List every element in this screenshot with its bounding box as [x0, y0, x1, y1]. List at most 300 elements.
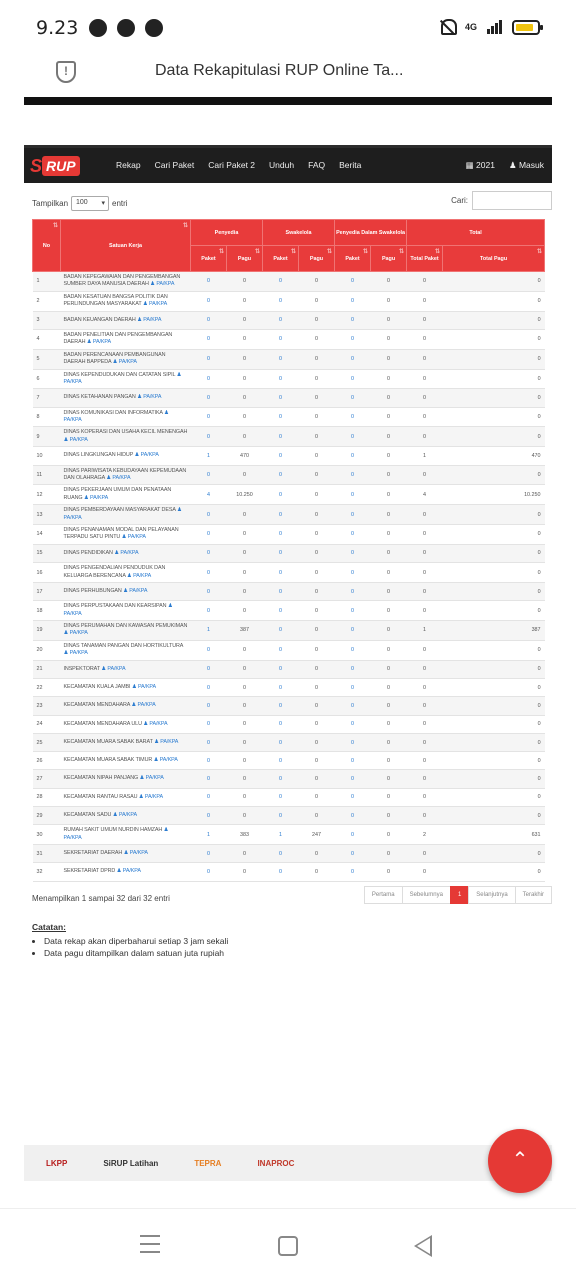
sirup-latihan-logo[interactable]: SiRUP Latihan: [103, 1158, 159, 1168]
value-cell: 0: [263, 752, 299, 770]
pager-prev[interactable]: Sebelumnya: [402, 886, 451, 904]
user-icon: ♟: [164, 409, 169, 416]
pa-kpa-label: PA/KPA: [145, 775, 164, 782]
row-number: 22: [33, 678, 61, 696]
pa-kpa-link[interactable]: [113, 812, 137, 818]
value-cell: 0: [371, 788, 407, 806]
value-cell: 0: [191, 788, 227, 806]
value-cell: 0: [191, 678, 227, 696]
value-cell: 0: [407, 369, 443, 389]
note-item: • Data pagu ditampilkan dalam satuan juta rupiah: [44, 947, 552, 959]
satuan-kerja-name: BADAN PERENCANAAN PEMBANGUNAN DAERAH BAPPEDA: [63, 351, 166, 366]
pa-kpa-link[interactable]: [154, 757, 178, 763]
row-number: 17: [33, 582, 61, 600]
pa-kpa-label: PA/KPA: [69, 436, 88, 443]
value-cell: 0: [407, 349, 443, 369]
value-cell: 0: [371, 660, 407, 678]
value-cell: 0: [263, 863, 299, 881]
value-cell: 0: [335, 660, 371, 678]
col-pds-pagu[interactable]: Pagu ⇅: [371, 246, 407, 272]
nav-faq[interactable]: FAQ: [308, 160, 326, 170]
col-penyedia-pagu[interactable]: Pagu ⇅: [227, 246, 263, 272]
satuan-kerja-cell: [61, 369, 191, 389]
satuan-kerja-cell: [61, 733, 191, 751]
value-cell: 0: [371, 349, 407, 369]
row-number: 15: [33, 544, 61, 562]
value-cell: 0: [443, 733, 545, 751]
value-cell: 0: [371, 825, 407, 845]
row-number: 1: [33, 272, 61, 292]
pa-kpa-label: PA/KPA: [92, 339, 111, 346]
satuan-kerja-cell: [61, 660, 191, 678]
value-cell: 0: [335, 825, 371, 845]
value-cell: 0: [191, 640, 227, 660]
value-cell: 0: [335, 389, 371, 407]
table-row: [33, 733, 545, 751]
value-cell: 0: [443, 752, 545, 770]
value-cell: 0: [371, 621, 407, 641]
row-number: 3: [33, 311, 61, 329]
value-cell: 247: [299, 825, 335, 845]
value-cell: 0: [227, 505, 263, 525]
satuan-kerja-cell: [61, 863, 191, 881]
table-row: [33, 311, 545, 329]
value-cell: 0: [191, 407, 227, 427]
satuan-kerja-cell: [61, 389, 191, 407]
nav-berita[interactable]: Berita: [339, 160, 362, 170]
value-cell: 0: [263, 329, 299, 349]
user-icon: ♟: [114, 549, 119, 556]
value-cell: 0: [407, 465, 443, 485]
value-cell: 0: [263, 485, 299, 505]
pa-kpa-link[interactable]: [143, 721, 167, 727]
pa-kpa-label: PA/KPA: [118, 359, 137, 366]
value-cell: 0: [227, 752, 263, 770]
value-cell: 0: [407, 389, 443, 407]
value-cell: 0: [191, 601, 227, 621]
user-icon: ♟: [176, 507, 182, 514]
value-cell: 0: [299, 272, 335, 292]
value-cell: 0: [371, 601, 407, 621]
pa-kpa-link[interactable]: [135, 452, 159, 458]
table-row: [33, 544, 545, 562]
notes-title: Catatan:: [32, 921, 67, 932]
value-cell: 387: [443, 621, 545, 641]
value-cell: 0: [371, 407, 407, 427]
page-length: [32, 196, 128, 211]
value-cell: 0: [335, 485, 371, 505]
value-cell: 0: [407, 582, 443, 600]
app-icon: [145, 19, 163, 37]
value-cell: 0: [407, 660, 443, 678]
mute-bell-icon: [439, 18, 455, 36]
satuan-kerja-name: DINAS KEPENDUDUKAN DAN CATATAN SIPIL: [63, 371, 176, 378]
pa-kpa-link[interactable]: [137, 317, 161, 323]
value-cell: 0: [191, 733, 227, 751]
satuan-kerja-name: KECAMATAN MUARA SABAK TIMUR: [63, 757, 153, 764]
user-icon: ♟: [137, 394, 142, 401]
value-cell: 0: [299, 291, 335, 311]
page-length-select[interactable]: 100 ▾: [71, 196, 109, 211]
value-cell: 0: [263, 733, 299, 751]
group-penyedia: Penyedia: [191, 220, 263, 246]
value-cell: 0: [371, 678, 407, 696]
nav-menu: [116, 160, 361, 170]
pa-kpa-label: PA/KPA: [149, 301, 168, 308]
pa-kpa-link[interactable]: [64, 437, 88, 443]
value-cell: 0: [443, 407, 545, 427]
satuan-kerja-name: DINAS PERHUBUNGAN: [63, 587, 122, 594]
value-cell: 0: [299, 329, 335, 349]
recent-apps-icon[interactable]: [140, 1235, 160, 1259]
satuan-kerja-name: KECAMATAN MENDAHARA: [63, 702, 130, 709]
value-cell: 0: [335, 697, 371, 715]
satuan-kerja-cell: [61, 601, 191, 621]
value-cell: 0: [227, 788, 263, 806]
value-cell: 0: [371, 369, 407, 389]
satuan-kerja-name: DINAS TANAMAN PANGAN DAN HORTIKULTURA: [63, 642, 184, 649]
col-pds-paket[interactable]: Paket ⇅: [335, 246, 371, 272]
value-cell: 0: [227, 272, 263, 292]
user-icon: ♟: [163, 827, 169, 834]
value-cell: 0: [371, 505, 407, 525]
row-number: 19: [33, 621, 61, 641]
pa-kpa-label: PA/KPA: [63, 610, 82, 617]
col-total-paket[interactable]: Total Paket ⇅: [407, 246, 443, 272]
user-icon: ♟: [137, 316, 142, 323]
user-icon: ♟: [63, 630, 69, 637]
pa-kpa-link[interactable]: [124, 850, 148, 856]
value-cell: 0: [335, 272, 371, 292]
satuan-kerja-cell: [61, 349, 191, 369]
value-cell: 10.250: [443, 485, 545, 505]
value-cell: 0: [335, 505, 371, 525]
value-cell: 0: [227, 563, 263, 583]
value-cell: 0: [335, 640, 371, 660]
pa-kpa-link[interactable]: [123, 588, 147, 594]
signal-icon: [487, 20, 502, 34]
pa-kpa-link[interactable]: [87, 339, 111, 345]
value-cell: 0: [299, 311, 335, 329]
value-cell: 0: [227, 601, 263, 621]
pa-kpa-link[interactable]: [132, 684, 156, 690]
table-row: [33, 601, 545, 621]
home-icon[interactable]: [278, 1236, 298, 1256]
value-cell: 0: [371, 582, 407, 600]
site-navbar: [24, 145, 552, 183]
satuan-kerja-cell: [61, 621, 191, 641]
table-row: [33, 752, 545, 770]
value-cell: 1: [407, 447, 443, 465]
value-cell: 0: [263, 505, 299, 525]
value-cell: 0: [191, 311, 227, 329]
value-cell: 0: [299, 601, 335, 621]
nav-cari-paket[interactable]: Cari Paket: [154, 160, 195, 170]
value-cell: 0: [191, 770, 227, 788]
value-cell: 1: [263, 825, 299, 845]
pa-kpa-label: PA/KPA: [143, 316, 162, 323]
pa-kpa-label: PA/KPA: [156, 281, 175, 288]
value-cell: 0: [335, 447, 371, 465]
pager-next[interactable]: Selanjutnya: [468, 886, 515, 904]
satuan-kerja-cell: [61, 582, 191, 600]
value-cell: 0: [407, 407, 443, 427]
value-cell: 0: [335, 715, 371, 733]
value-cell: 0: [227, 311, 263, 329]
satuan-kerja-name: DINAS PENANAMAN MODAL DAN PELAYANAN TERPADU SATU PINTU: [63, 527, 179, 541]
value-cell: 0: [191, 272, 227, 292]
value-cell: 0: [191, 349, 227, 369]
value-cell: 0: [335, 601, 371, 621]
inaproc-logo[interactable]: INAPROC: [257, 1158, 295, 1168]
col-total-pagu[interactable]: Total Pagu ⇅: [443, 246, 545, 272]
pa-kpa-label: PA/KPA: [63, 417, 82, 424]
value-cell: 0: [191, 465, 227, 485]
row-number: 28: [33, 788, 61, 806]
lkpp-logo[interactable]: LKPP: [46, 1158, 68, 1168]
satuan-kerja-cell: [61, 788, 191, 806]
value-cell: 0: [443, 389, 545, 407]
battery-icon: [512, 20, 540, 35]
value-cell: 0: [191, 291, 227, 311]
pa-kpa-label: PA/KPA: [127, 534, 146, 541]
value-cell: 0: [227, 770, 263, 788]
value-cell: 0: [191, 563, 227, 583]
satuan-kerja-cell: [61, 505, 191, 525]
pa-kpa-link[interactable]: [106, 475, 130, 481]
value-cell: 0: [263, 788, 299, 806]
value-cell: 1: [407, 621, 443, 641]
value-cell: 0: [299, 640, 335, 660]
satuan-kerja-cell: [61, 807, 191, 825]
row-number: 5: [33, 349, 61, 369]
value-cell: 0: [263, 601, 299, 621]
security-shield-icon[interactable]: [56, 61, 76, 83]
login-link[interactable]: [509, 160, 544, 171]
pa-kpa-label: PA/KPA: [143, 394, 162, 401]
value-cell: 0: [407, 697, 443, 715]
pa-kpa-link[interactable]: [101, 666, 125, 672]
pa-kpa-link[interactable]: [127, 573, 151, 579]
satuan-kerja-cell: [61, 825, 191, 845]
value-cell: 0: [191, 389, 227, 407]
user-icon: ♟: [167, 603, 173, 610]
pa-kpa-label: PA/KPA: [137, 702, 156, 709]
logo-rup: RUP: [42, 156, 80, 176]
value-cell: 0: [443, 272, 545, 292]
satuan-kerja-cell: [61, 770, 191, 788]
table-row: [33, 621, 545, 641]
value-cell: 1: [191, 621, 227, 641]
satuan-kerja-cell: [61, 311, 191, 329]
value-cell: 387: [227, 621, 263, 641]
value-cell: 0: [443, 427, 545, 447]
value-cell: 0: [443, 715, 545, 733]
value-cell: 0: [191, 660, 227, 678]
value-cell: 0: [263, 563, 299, 583]
row-number: 20: [33, 640, 61, 660]
pa-kpa-link[interactable]: [122, 534, 146, 540]
value-cell: 0: [443, 601, 545, 621]
value-cell: 0: [299, 544, 335, 562]
satuan-kerja-name: KECAMATAN MENDAHARA ULU: [63, 720, 142, 727]
col-swakelola-paket[interactable]: Paket ⇅: [263, 246, 299, 272]
satuan-kerja-cell: [61, 407, 191, 427]
value-cell: 0: [407, 788, 443, 806]
user-icon: ♟: [121, 534, 127, 541]
clock: 9.23: [36, 17, 79, 39]
value-cell: 0: [191, 715, 227, 733]
nav-unduh[interactable]: Unduh: [269, 160, 295, 170]
value-cell: 0: [263, 621, 299, 641]
value-cell: 0: [371, 715, 407, 733]
value-cell: 0: [227, 697, 263, 715]
satuan-kerja-cell: [61, 485, 191, 505]
pa-kpa-link[interactable]: [64, 650, 88, 656]
pa-kpa-label: PA/KPA: [129, 587, 148, 594]
top-divider: [24, 97, 552, 105]
pa-kpa-link[interactable]: [137, 394, 161, 400]
pa-kpa-label: PA/KPA: [140, 452, 159, 459]
user-icon: ♟: [63, 650, 69, 657]
value-cell: 0: [335, 621, 371, 641]
user-icon: ♟: [123, 587, 128, 594]
pa-kpa-link[interactable]: [143, 301, 167, 307]
pa-kpa-link[interactable]: [154, 739, 178, 745]
pa-kpa-link[interactable]: [64, 630, 88, 636]
value-cell: 0: [227, 465, 263, 485]
value-cell: 0: [299, 752, 335, 770]
pa-kpa-link[interactable]: [117, 868, 141, 874]
row-number: 27: [33, 770, 61, 788]
entries-label: entri: [112, 199, 128, 208]
col-swakelola-pagu[interactable]: Pagu ⇅: [299, 246, 335, 272]
value-cell: 0: [299, 697, 335, 715]
search-input[interactable]: [472, 191, 552, 210]
satuan-kerja-cell: [61, 427, 191, 447]
satuan-kerja-cell: [61, 329, 191, 349]
row-number: 7: [33, 389, 61, 407]
satuan-kerja-name: DINAS PERUMAHAN DAN KAWASAN PEMUKIMAN: [63, 623, 188, 630]
user-icon: ♟: [153, 757, 159, 764]
value-cell: 0: [299, 660, 335, 678]
table-row: [33, 582, 545, 600]
pa-kpa-link[interactable]: [139, 794, 163, 800]
pager-page-1[interactable]: 1: [450, 886, 469, 904]
pa-kpa-link[interactable]: [139, 775, 163, 781]
pa-kpa-label: PA/KPA: [159, 757, 178, 764]
value-cell: 0: [299, 733, 335, 751]
value-cell: 0: [191, 697, 227, 715]
back-icon[interactable]: [414, 1235, 432, 1257]
pager-first[interactable]: Pertama: [364, 886, 403, 904]
satuan-kerja-cell: [61, 715, 191, 733]
year-selector[interactable]: [466, 160, 495, 171]
value-cell: 0: [227, 389, 263, 407]
scroll-top-button[interactable]: [488, 1129, 552, 1193]
value-cell: 0: [263, 678, 299, 696]
value-cell: 0: [263, 807, 299, 825]
value-cell: 0: [227, 678, 263, 696]
col-no[interactable]: No ⇅: [33, 220, 61, 272]
login-label: Masuk: [518, 160, 544, 170]
satuan-kerja-name: DINAS KOPERASI DAN USAHA KECIL MENENGAH: [63, 429, 188, 436]
value-cell: 0: [443, 845, 545, 863]
sirup-logo[interactable]: [30, 154, 80, 178]
value-cell: 0: [299, 845, 335, 863]
nav-rekap[interactable]: Rekap: [116, 160, 141, 170]
col-penyedia-paket[interactable]: Paket ⇅: [191, 246, 227, 272]
pa-kpa-link[interactable]: [150, 281, 174, 287]
pa-kpa-label: PA/KPA: [118, 811, 137, 818]
value-cell: 0: [443, 770, 545, 788]
satuan-kerja-name: KECAMATAN SADU: [63, 811, 112, 818]
nav-cari-paket-2[interactable]: Cari Paket 2: [208, 160, 256, 170]
row-number: 12: [33, 485, 61, 505]
value-cell: 0: [227, 427, 263, 447]
user-icon: ♟: [123, 850, 129, 857]
browser-title-bar[interactable]: [0, 56, 576, 96]
pa-kpa-link[interactable]: [131, 702, 155, 708]
value-cell: 0: [335, 863, 371, 881]
value-cell: 0: [263, 369, 299, 389]
table-row: [33, 465, 545, 485]
satuan-kerja-cell: [61, 678, 191, 696]
show-label: Tampilkan: [32, 199, 69, 208]
value-cell: 0: [227, 544, 263, 562]
value-cell: 0: [335, 329, 371, 349]
value-cell: 0: [191, 505, 227, 525]
user-icon: ♟: [143, 720, 149, 727]
value-cell: 0: [263, 349, 299, 369]
value-cell: 0: [371, 563, 407, 583]
value-cell: 0: [263, 770, 299, 788]
satuan-kerja-name: KECAMATAN KUALA JAMBI: [63, 683, 131, 690]
satuan-kerja-cell: [61, 752, 191, 770]
value-cell: 0: [191, 544, 227, 562]
value-cell: 0: [443, 582, 545, 600]
value-cell: 0: [299, 465, 335, 485]
value-cell: 0: [407, 601, 443, 621]
pager-last[interactable]: Terakhir: [515, 886, 552, 904]
col-satuan-kerja[interactable]: Satuan Kerja ⇅: [61, 220, 191, 272]
tepra-logo[interactable]: TEPRA: [194, 1158, 222, 1168]
satuan-kerja-cell: [61, 272, 191, 292]
value-cell: 0: [227, 407, 263, 427]
row-number: 21: [33, 660, 61, 678]
value-cell: 0: [227, 582, 263, 600]
value-cell: 0: [407, 640, 443, 660]
row-number: 31: [33, 845, 61, 863]
table-row: [33, 770, 545, 788]
value-cell: 0: [263, 427, 299, 447]
double-chevron-up-icon: ⌃: [511, 1149, 529, 1171]
row-number: 14: [33, 525, 61, 545]
pa-kpa-link[interactable]: [114, 550, 138, 556]
pa-kpa-link[interactable]: [113, 359, 137, 365]
row-number: 16: [33, 563, 61, 583]
value-cell: 0: [299, 678, 335, 696]
nav-right: [466, 160, 544, 171]
value-cell: 0: [443, 311, 545, 329]
web-page: [24, 145, 552, 959]
value-cell: 0: [299, 563, 335, 583]
value-cell: 0: [371, 845, 407, 863]
pa-kpa-link[interactable]: [84, 495, 108, 501]
value-cell: 0: [263, 715, 299, 733]
value-cell: 0: [299, 525, 335, 545]
value-cell: 0: [407, 544, 443, 562]
